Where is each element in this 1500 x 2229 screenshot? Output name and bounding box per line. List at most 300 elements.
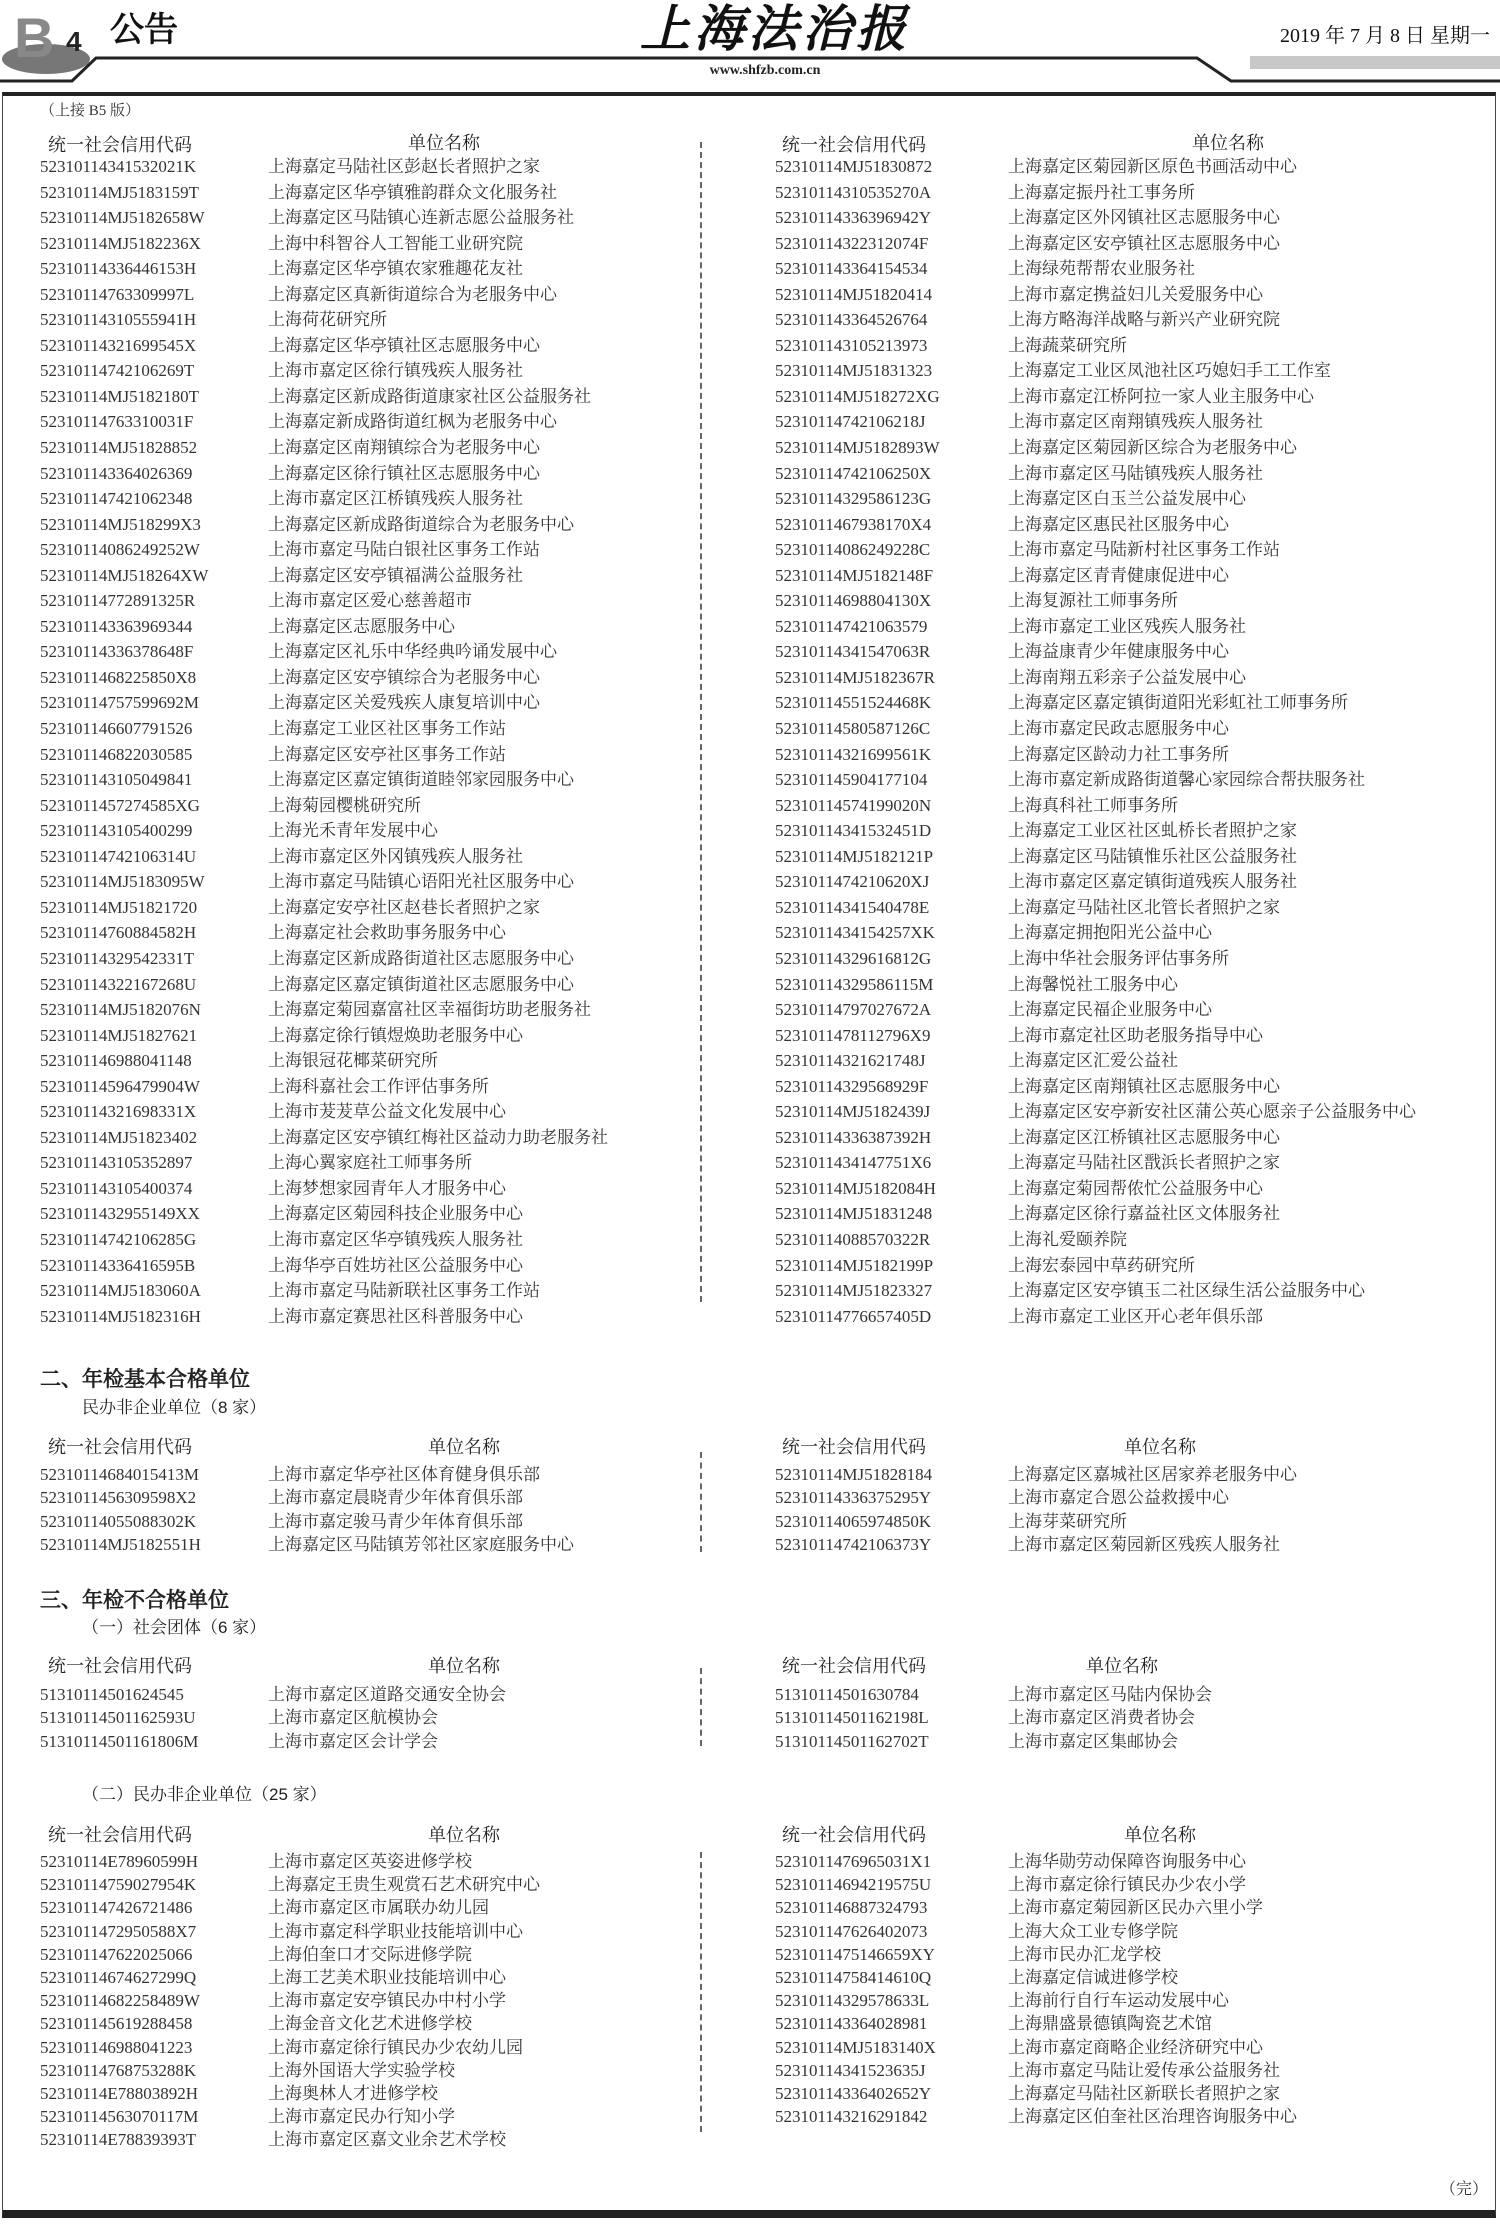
table-row — [40, 948, 574, 975]
table-row — [775, 897, 1280, 924]
credit-code: 52310114684015413M — [40, 1465, 199, 1484]
organization-name: 上海银冠花椰菜研究所 — [268, 1051, 438, 1071]
credit-code: 52310114322312074F — [775, 233, 929, 253]
table-row — [40, 642, 557, 668]
credit-code: 52310114E78803892H — [40, 2083, 199, 2103]
credit-code: 52310114086249228C — [775, 540, 931, 560]
table-row — [40, 310, 387, 336]
organization-name: 上海菊园樱桃研究所 — [268, 795, 421, 815]
table-row — [775, 719, 1229, 745]
table-row — [775, 1991, 1229, 2014]
table-row — [775, 259, 1195, 285]
table-row — [40, 1898, 489, 1921]
organization-name: 上海嘉定区白玉兰公益发展中心 — [1008, 489, 1246, 509]
table-row — [40, 2060, 455, 2084]
organization-name: 上海复源社工师事务所 — [1008, 591, 1178, 611]
credit-code: 52310114321698331X — [40, 1102, 197, 1122]
organization-name: 上海市嘉定赛思社区科普服务中心 — [268, 1306, 523, 1326]
table-row — [775, 182, 1195, 209]
credit-code: 52310114698804130X — [775, 591, 932, 611]
organization-name: 上海嘉定区华亭镇雅韵群众文化服务社 — [268, 182, 557, 202]
credit-code: 52310114341547063R — [775, 642, 931, 662]
table-row — [775, 770, 1365, 796]
credit-code: 52310114086249252W — [40, 540, 200, 560]
organization-name: 上海市嘉定马陆镇心语阳光社区服务中心 — [268, 872, 574, 892]
credit-code: 523101143105049841 — [40, 770, 193, 790]
organization-name: 上海市嘉定区嘉定镇街道残疾人服务社 — [1008, 872, 1297, 892]
table-row — [40, 1685, 506, 1708]
table-row — [775, 948, 1229, 975]
organization-name: 上海市嘉定区江桥镇残疾人服务社 — [268, 489, 523, 509]
credit-code: 523101146607791526 — [40, 719, 193, 739]
credit-code: 52310114MJ5183140X — [775, 2037, 936, 2057]
organization-name: 上海宏泰园中草药研究所 — [1008, 1255, 1195, 1275]
organization-name: 上海嘉定区马陆镇心连新志愿公益服务社 — [268, 208, 574, 228]
credit-code: 52310114674627299Q — [40, 1967, 197, 1987]
organization-name: 上海嘉定民福企业服务中心 — [1008, 1000, 1212, 1020]
organization-name: 上海市嘉定马陆白银社区事务工作站 — [268, 540, 540, 560]
organization-name: 上海嘉定马陆社区戬浜长者照护之家 — [1008, 1153, 1280, 1173]
organization-name: 上海市嘉定携益妇儿关爱服务中心 — [1008, 284, 1263, 304]
credit-code: 52310114MJ5182199P — [775, 1255, 934, 1275]
credit-code: 52310114MJ5182551H — [40, 1534, 201, 1554]
table-row — [775, 310, 1280, 336]
table-row — [775, 1465, 1297, 1488]
table-row — [40, 1921, 523, 1945]
organization-name: 上海嘉定区江桥镇社区志愿服务中心 — [1008, 1127, 1280, 1147]
organization-name: 上海市嘉定骏马青少年体育俱乐部 — [268, 1511, 523, 1531]
table-row — [775, 1534, 1280, 1558]
table-row — [775, 821, 1297, 847]
credit-code: 51310114501624545 — [40, 1685, 184, 1704]
table-row — [40, 412, 557, 438]
organization-name: 上海市嘉定区市属联办幼儿园 — [268, 1898, 489, 1918]
column-divider — [700, 142, 702, 1302]
credit-code: 52310114MJ51831323 — [775, 361, 933, 381]
table-row — [40, 1967, 506, 1991]
table-row — [40, 591, 472, 617]
organization-name: 上海市嘉定区英姿进修学校 — [268, 1852, 472, 1871]
org-list-right — [775, 157, 1416, 1332]
credit-code: 523101143363969344 — [40, 616, 193, 636]
credit-code: 52310114MJ5182084H — [775, 1178, 936, 1198]
table-row — [40, 923, 506, 949]
credit-code: 52310114MJ518264XW — [40, 565, 209, 585]
table-row — [775, 744, 1229, 771]
table-row — [40, 1875, 540, 1898]
website-url: www.shfzb.com.cn — [709, 63, 821, 78]
table-row — [775, 2014, 1212, 2037]
organization-name: 上海嘉定王贵生观赏石艺术研究中心 — [268, 1875, 540, 1895]
credit-code: 52310114336446153H — [40, 259, 197, 279]
credit-code: 523101143364028981 — [775, 2014, 928, 2034]
organization-name: 上海嘉定新成路街道红枫为老服务中心 — [268, 412, 557, 432]
organization-name: 上海嘉定区徐行镇社区志愿服务中心 — [268, 463, 540, 483]
organization-name: 上海市嘉定区华亭镇残疾人服务社 — [268, 1229, 523, 1249]
organization-name: 上海市嘉定马陆让爱传承公益服务社 — [1008, 2060, 1280, 2080]
organization-name: 上海嘉定区志愿服务中心 — [268, 616, 455, 636]
credit-code: 523101147426721486 — [40, 1898, 193, 1918]
table-row — [40, 1127, 608, 1154]
organization-name: 上海嘉定区嘉定镇街道社区志愿服务中心 — [268, 974, 574, 994]
table-row — [775, 667, 1246, 694]
organization-name: 上海嘉定马陆社区新联长者照护之家 — [1008, 2083, 1280, 2103]
table-row — [775, 1921, 1178, 1945]
organization-name: 上海外国语大学实验学校 — [268, 2060, 455, 2080]
organization-name: 上海嘉定区惠民社区服务中心 — [1008, 514, 1229, 534]
table-row — [40, 1511, 523, 1535]
credit-code: 52310114E78839393T — [40, 2130, 197, 2150]
organization-name: 上海嘉定区龄动力社工事务所 — [1008, 744, 1229, 764]
table-row — [40, 1991, 506, 2014]
organization-name: 上海市茇茇草公益文化发展中心 — [268, 1102, 506, 1122]
table-row — [775, 438, 1297, 464]
credit-code: 52310114MJ51830872 — [775, 157, 933, 176]
credit-code: 52310114MJ5182439J — [775, 1102, 931, 1122]
credit-code: 52310114065974850K — [775, 1511, 932, 1531]
table-row — [775, 361, 1331, 387]
organization-name: 上海市嘉定区爱心慈善超市 — [268, 591, 472, 611]
organization-name: 上海真科社工师事务所 — [1008, 795, 1178, 815]
table-row — [40, 208, 574, 234]
credit-code: 523101146822030585 — [40, 744, 193, 764]
credit-code: 52310114763309997L — [40, 284, 195, 304]
organization-name: 上海嘉定区新成路街道康家社区公益服务社 — [268, 386, 591, 406]
credit-code: 52310114563070117M — [40, 2107, 199, 2127]
table-row — [775, 1076, 1280, 1103]
organization-name: 上海嘉定工业区社区虬桥长者照护之家 — [1008, 821, 1297, 841]
organization-name: 上海嘉定区华亭镇农家雅趣花友社 — [268, 259, 523, 279]
header-rule — [0, 0, 1500, 90]
credit-code: 5231011468225850X8 — [40, 667, 197, 687]
credit-code: 52310114758414610Q — [775, 1967, 932, 1987]
organization-name: 上海市嘉定科学职业技能培训中心 — [268, 1921, 523, 1941]
table-row — [775, 386, 1314, 413]
organization-name: 上海嘉定区菊园新区综合为老服务中心 — [1008, 438, 1297, 458]
credit-code: 5231011457274585XG — [40, 795, 200, 815]
section-subtitle: （一）社会团体（6 家） — [82, 1618, 267, 1637]
organization-name: 上海嘉定区真新街道综合为老服务中心 — [268, 284, 557, 304]
table-row — [40, 719, 506, 745]
credit-code: 5231011472950588X7 — [40, 1921, 197, 1941]
table-row — [775, 540, 1280, 566]
masthead-logo: 上海法治报 — [640, 1, 910, 57]
table-row — [775, 412, 1263, 438]
organization-name: 上海大众工业专修学院 — [1008, 1921, 1178, 1941]
table-row — [775, 1306, 1263, 1333]
organization-name: 上海嘉定区安亭新安社区蒲公英心愿亲子公益服务中心 — [1008, 1102, 1416, 1122]
credit-code: 52310114321699545X — [40, 335, 197, 355]
credit-code: 52310114551524468K — [775, 693, 932, 713]
credit-code: 5231011434154257XK — [775, 923, 935, 943]
credit-code: 52310114088570322R — [775, 1229, 931, 1249]
credit-code: 52310114760884582H — [40, 923, 197, 943]
table-row — [40, 2130, 506, 2153]
table-row — [775, 642, 1229, 668]
table-row — [40, 182, 557, 209]
table-row — [40, 1708, 438, 1731]
credit-code: 523101145904177104 — [775, 770, 928, 790]
continued-note: （上接 B5 版） — [40, 103, 141, 119]
table-row — [775, 1102, 1416, 1128]
table-row — [775, 1967, 1178, 1991]
credit-code: 523101143105213973 — [775, 335, 928, 355]
credit-code: 51310114501162702T — [775, 1731, 929, 1751]
organization-name: 上海市嘉定工业区残疾人服务社 — [1008, 616, 1246, 636]
credit-code: 523101143105400299 — [40, 821, 193, 841]
credit-code: 52310114341532451D — [775, 821, 932, 841]
credit-code: 52310114MJ51823402 — [40, 1127, 198, 1147]
credit-code: 52310114574199020N — [775, 795, 932, 815]
organization-name: 上海市嘉定马陆新村社区事务工作站 — [1008, 540, 1280, 560]
organization-name: 上海工艺美术职业技能培训中心 — [268, 1967, 506, 1987]
organization-name: 上海嘉定区新成路街道综合为老服务中心 — [268, 514, 574, 534]
page-number: 4 — [66, 26, 82, 57]
organization-name: 上海中华社会服务评估事务所 — [1008, 948, 1229, 968]
organization-name: 上海嘉定区菊园新区原色书画活动中心 — [1008, 157, 1297, 176]
organization-name: 上海市嘉定商略企业经济研究中心 — [1008, 2037, 1263, 2057]
end-mark: （完） — [1440, 2181, 1489, 2198]
table-row — [775, 2060, 1280, 2084]
table-row — [40, 514, 574, 541]
organization-name: 上海鼎盛景德镇陶瓷艺术馆 — [1008, 2014, 1212, 2034]
credit-code: 52310114742106285G — [40, 1229, 197, 1249]
credit-code: 5231011474210620XJ — [775, 872, 930, 892]
table-row — [775, 1127, 1280, 1154]
credit-code: 51310114501162593U — [40, 1708, 196, 1728]
credit-code: 523101143105400374 — [40, 1178, 193, 1198]
credit-code: 52310114310535270A — [775, 182, 932, 202]
credit-code: 52310114694219575U — [775, 1875, 932, 1895]
credit-code: 523101143216291842 — [775, 2107, 928, 2127]
organization-name: 上海南翔五彩亲子公益发展中心 — [1008, 667, 1246, 687]
table-row — [775, 489, 1246, 515]
organization-name: 上海市嘉定华亭社区体育健身俱乐部 — [268, 1465, 540, 1484]
credit-code: 5231011456309598X2 — [40, 1488, 197, 1508]
table-row — [775, 693, 1348, 719]
credit-code: 5231011434147751X6 — [775, 1153, 932, 1173]
table-row — [40, 259, 523, 285]
credit-code: 52310114742106269T — [40, 361, 195, 381]
organization-name: 上海市嘉定区菊园新区残疾人服务社 — [1008, 1534, 1280, 1554]
code-header: 统一社会信用代码 — [48, 135, 192, 155]
organization-name: 上海礼爱颐养院 — [1008, 1229, 1127, 1249]
org-list-right — [775, 1465, 1297, 1558]
credit-code: 52310114336387392H — [775, 1127, 932, 1147]
organization-name: 上海方略海洋战略与新兴产业研究院 — [1008, 310, 1280, 330]
organization-name: 上海嘉定工业区社区事务工作站 — [268, 719, 506, 739]
organization-name: 上海市民办汇龙学校 — [1008, 1944, 1161, 1964]
table-row — [40, 1944, 472, 1968]
table-row — [40, 2014, 472, 2037]
credit-code: 52310114MJ5183060A — [40, 1281, 201, 1301]
issue-date: 2019 年 7 月 8 日 星期一 — [1280, 25, 1490, 47]
credit-code: 52310114MJ5182367R — [775, 667, 935, 687]
section-title: 三、年检不合格单位 — [40, 1589, 229, 1612]
org-list-left — [40, 1685, 506, 1755]
org-list-right — [775, 1852, 1297, 2130]
organization-name: 上海市嘉定安亭镇民办中村小学 — [268, 1991, 506, 2011]
section-title: 二、年检基本合格单位 — [40, 1368, 250, 1391]
credit-code: 52310114341523635J — [775, 2060, 926, 2080]
credit-code: 52310114329586115M — [775, 974, 934, 994]
table-row — [775, 1204, 1280, 1230]
table-row — [40, 361, 523, 387]
code-header: 统一社会信用代码 — [782, 1437, 926, 1457]
organization-name: 上海嘉定菊园嘉富社区幸福街坊助老服务社 — [268, 1000, 591, 1020]
credit-code: 52310114MJ51831248 — [775, 1204, 933, 1224]
credit-code: 52310114MJ51823327 — [775, 1281, 933, 1301]
credit-code: 51310114501630784 — [775, 1685, 919, 1704]
table-row — [40, 386, 591, 413]
table-row — [775, 1153, 1280, 1179]
credit-code: 523101143364026369 — [40, 463, 193, 483]
organization-name: 上海市嘉定区航模协会 — [268, 1708, 438, 1728]
credit-code: 52310114MJ51828852 — [40, 438, 198, 458]
table-row — [40, 1102, 506, 1128]
credit-code: 52310114759027954K — [40, 1875, 197, 1895]
table-row — [40, 2037, 523, 2061]
credit-code: 523101146988041148 — [40, 1051, 192, 1071]
credit-code: 52310114742106218J — [775, 412, 926, 432]
credit-code: 52310114310555941H — [40, 310, 197, 330]
column-divider — [700, 1452, 702, 1552]
table-row — [40, 846, 523, 873]
table-row — [775, 1708, 1195, 1731]
credit-code: 523101147622025066 — [40, 1944, 193, 1964]
organization-name: 上海市嘉定徐行镇民办少农幼儿园 — [268, 2037, 523, 2057]
organization-name: 上海市嘉定晨晓青少年体育俱乐部 — [268, 1488, 523, 1508]
table-row — [775, 795, 1178, 822]
credit-code: 523101143105352897 — [40, 1153, 193, 1173]
credit-code: 523101147626402073 — [775, 1921, 928, 1941]
credit-code: 52310114MJ51828184 — [775, 1465, 933, 1484]
organization-name: 上海市嘉定江桥阿拉一家人业主服务中心 — [1008, 386, 1314, 406]
credit-code: 523101143364154534 — [775, 259, 928, 279]
credit-code: 52310114776657405D — [775, 1306, 932, 1326]
section-subtitle: （二）民办非企业单位（25 家） — [82, 1785, 327, 1804]
credit-code: 52310114MJ51827621 — [40, 1025, 198, 1045]
code-header: 统一社会信用代码 — [782, 1825, 926, 1845]
table-row — [775, 1852, 1246, 1875]
credit-code: 52310114336416595B — [40, 1255, 196, 1275]
name-header: 单位名称 — [1124, 1825, 1196, 1845]
organization-name: 上海市嘉定民政志愿服务中心 — [1008, 719, 1229, 739]
organization-name: 上海嘉定工业区凤池社区巧媳妇手工工作室 — [1008, 361, 1331, 381]
table-row — [40, 1731, 438, 1755]
table-row — [40, 489, 523, 515]
credit-code: 51310114501162198L — [775, 1708, 929, 1728]
organization-name: 上海嘉定信诚进修学校 — [1008, 1967, 1178, 1987]
credit-code: 52310114336396942Y — [775, 208, 932, 228]
organization-name: 上海市嘉定徐行镇民办少农小学 — [1008, 1875, 1246, 1895]
name-header: 单位名称 — [1192, 133, 1264, 153]
organization-name: 上海前行自行车运动发展中心 — [1008, 1991, 1229, 2011]
name-header: 单位名称 — [1124, 1437, 1196, 1457]
credit-code: 523101147421063579 — [775, 616, 928, 636]
table-row — [40, 335, 540, 362]
organization-name: 上海金音文化艺术进修学校 — [268, 2014, 472, 2034]
organization-name: 上海嘉定振丹社工事务所 — [1008, 182, 1195, 202]
credit-code: 52310114336378648F — [40, 642, 194, 662]
organization-name: 上海嘉定区南翔镇综合为老服务中心 — [268, 438, 540, 458]
credit-code: 52310114336402652Y — [775, 2083, 932, 2103]
credit-code: 52310114596479904W — [40, 1076, 200, 1096]
credit-code: 52310114MJ5182180T — [40, 386, 199, 406]
table-row — [40, 1025, 523, 1052]
credit-code: 52310114MJ5182893W — [775, 438, 940, 458]
credit-code: 52310114321621748J — [775, 1051, 926, 1071]
table-row — [775, 1944, 1161, 1968]
organization-name: 上海嘉定区青青健康促进中心 — [1008, 565, 1229, 585]
code-header: 统一社会信用代码 — [782, 135, 926, 155]
credit-code: 52310114329578633L — [775, 1991, 930, 2011]
code-header: 统一社会信用代码 — [48, 1656, 192, 1676]
table-row — [775, 463, 1263, 490]
page-letter: B — [14, 6, 55, 69]
table-row — [775, 1178, 1263, 1205]
credit-code: 52310114580587126C — [775, 719, 931, 739]
credit-code: 5231011476965031X1 — [775, 1852, 932, 1871]
organization-name: 上海嘉定区嘉定镇街道阳光彩虹社工师事务所 — [1008, 693, 1348, 713]
organization-name: 上海嘉定区华亭镇社区志愿服务中心 — [268, 335, 540, 355]
organization-name: 上海嘉定区徐行嘉益社区文体服务社 — [1008, 1204, 1280, 1224]
table-row — [775, 1051, 1178, 1077]
table-row — [775, 565, 1229, 592]
credit-code: 52310114768753288K — [40, 2060, 197, 2080]
table-row — [40, 1465, 540, 1488]
credit-code: 52310114757599692M — [40, 693, 199, 713]
organization-name: 上海光禾青年发展中心 — [268, 821, 438, 841]
table-row — [40, 795, 421, 822]
organization-name: 上海嘉定区安亭镇福满公益服务社 — [268, 565, 523, 585]
table-row — [40, 693, 540, 719]
credit-code: 52310114MJ5182148F — [775, 565, 934, 585]
organization-name: 上海嘉定区安亭镇综合为老服务中心 — [268, 667, 540, 687]
organization-name: 上海奥林人才进修学校 — [268, 2083, 438, 2103]
code-header: 统一社会信用代码 — [48, 1825, 192, 1845]
table-row — [775, 1898, 1263, 1921]
table-row — [775, 1025, 1263, 1052]
organization-name: 上海梦想家园青年人才服务中心 — [268, 1178, 506, 1198]
credit-code: 52310114329568929F — [775, 1076, 929, 1096]
credit-code: 52310114055088302K — [40, 1511, 197, 1531]
organization-name: 上海市嘉定民办行知小学 — [268, 2107, 455, 2127]
organization-name: 上海伯奎口才交际进修学院 — [268, 1944, 472, 1964]
table-row — [40, 1000, 591, 1026]
table-row — [40, 1852, 472, 1875]
organization-name: 上海嘉定区马陆镇芳邻社区家庭服务中心 — [268, 1534, 574, 1554]
org-list-right — [775, 1685, 1212, 1755]
organization-name: 上海荷花研究所 — [268, 310, 387, 330]
credit-code: 52310114742106373Y — [775, 1534, 932, 1554]
organization-name: 上海市嘉定区马陆内保协会 — [1008, 1685, 1212, 1704]
organization-name: 上海市嘉定区马陆镇残疾人服务社 — [1008, 463, 1263, 483]
table-row — [40, 233, 523, 260]
organization-name: 上海市嘉定新成路街道馨心家园综合帮扶服务社 — [1008, 770, 1365, 790]
credit-code: 523101146988041223 — [40, 2037, 193, 2057]
table-row — [40, 872, 574, 898]
organization-name: 上海嘉定区关爱残疾人康复培训中心 — [268, 693, 540, 713]
credit-code: 52310114742106314U — [40, 846, 197, 866]
table-row — [775, 233, 1280, 260]
organization-name: 上海嘉定马陆社区北管长者照护之家 — [1008, 897, 1280, 917]
table-row — [40, 667, 540, 694]
credit-code: 5231011467938170X4 — [775, 514, 932, 534]
code-header: 统一社会信用代码 — [48, 1437, 192, 1457]
table-row — [775, 1875, 1246, 1898]
credit-code: 5231011478112796X9 — [775, 1025, 931, 1045]
